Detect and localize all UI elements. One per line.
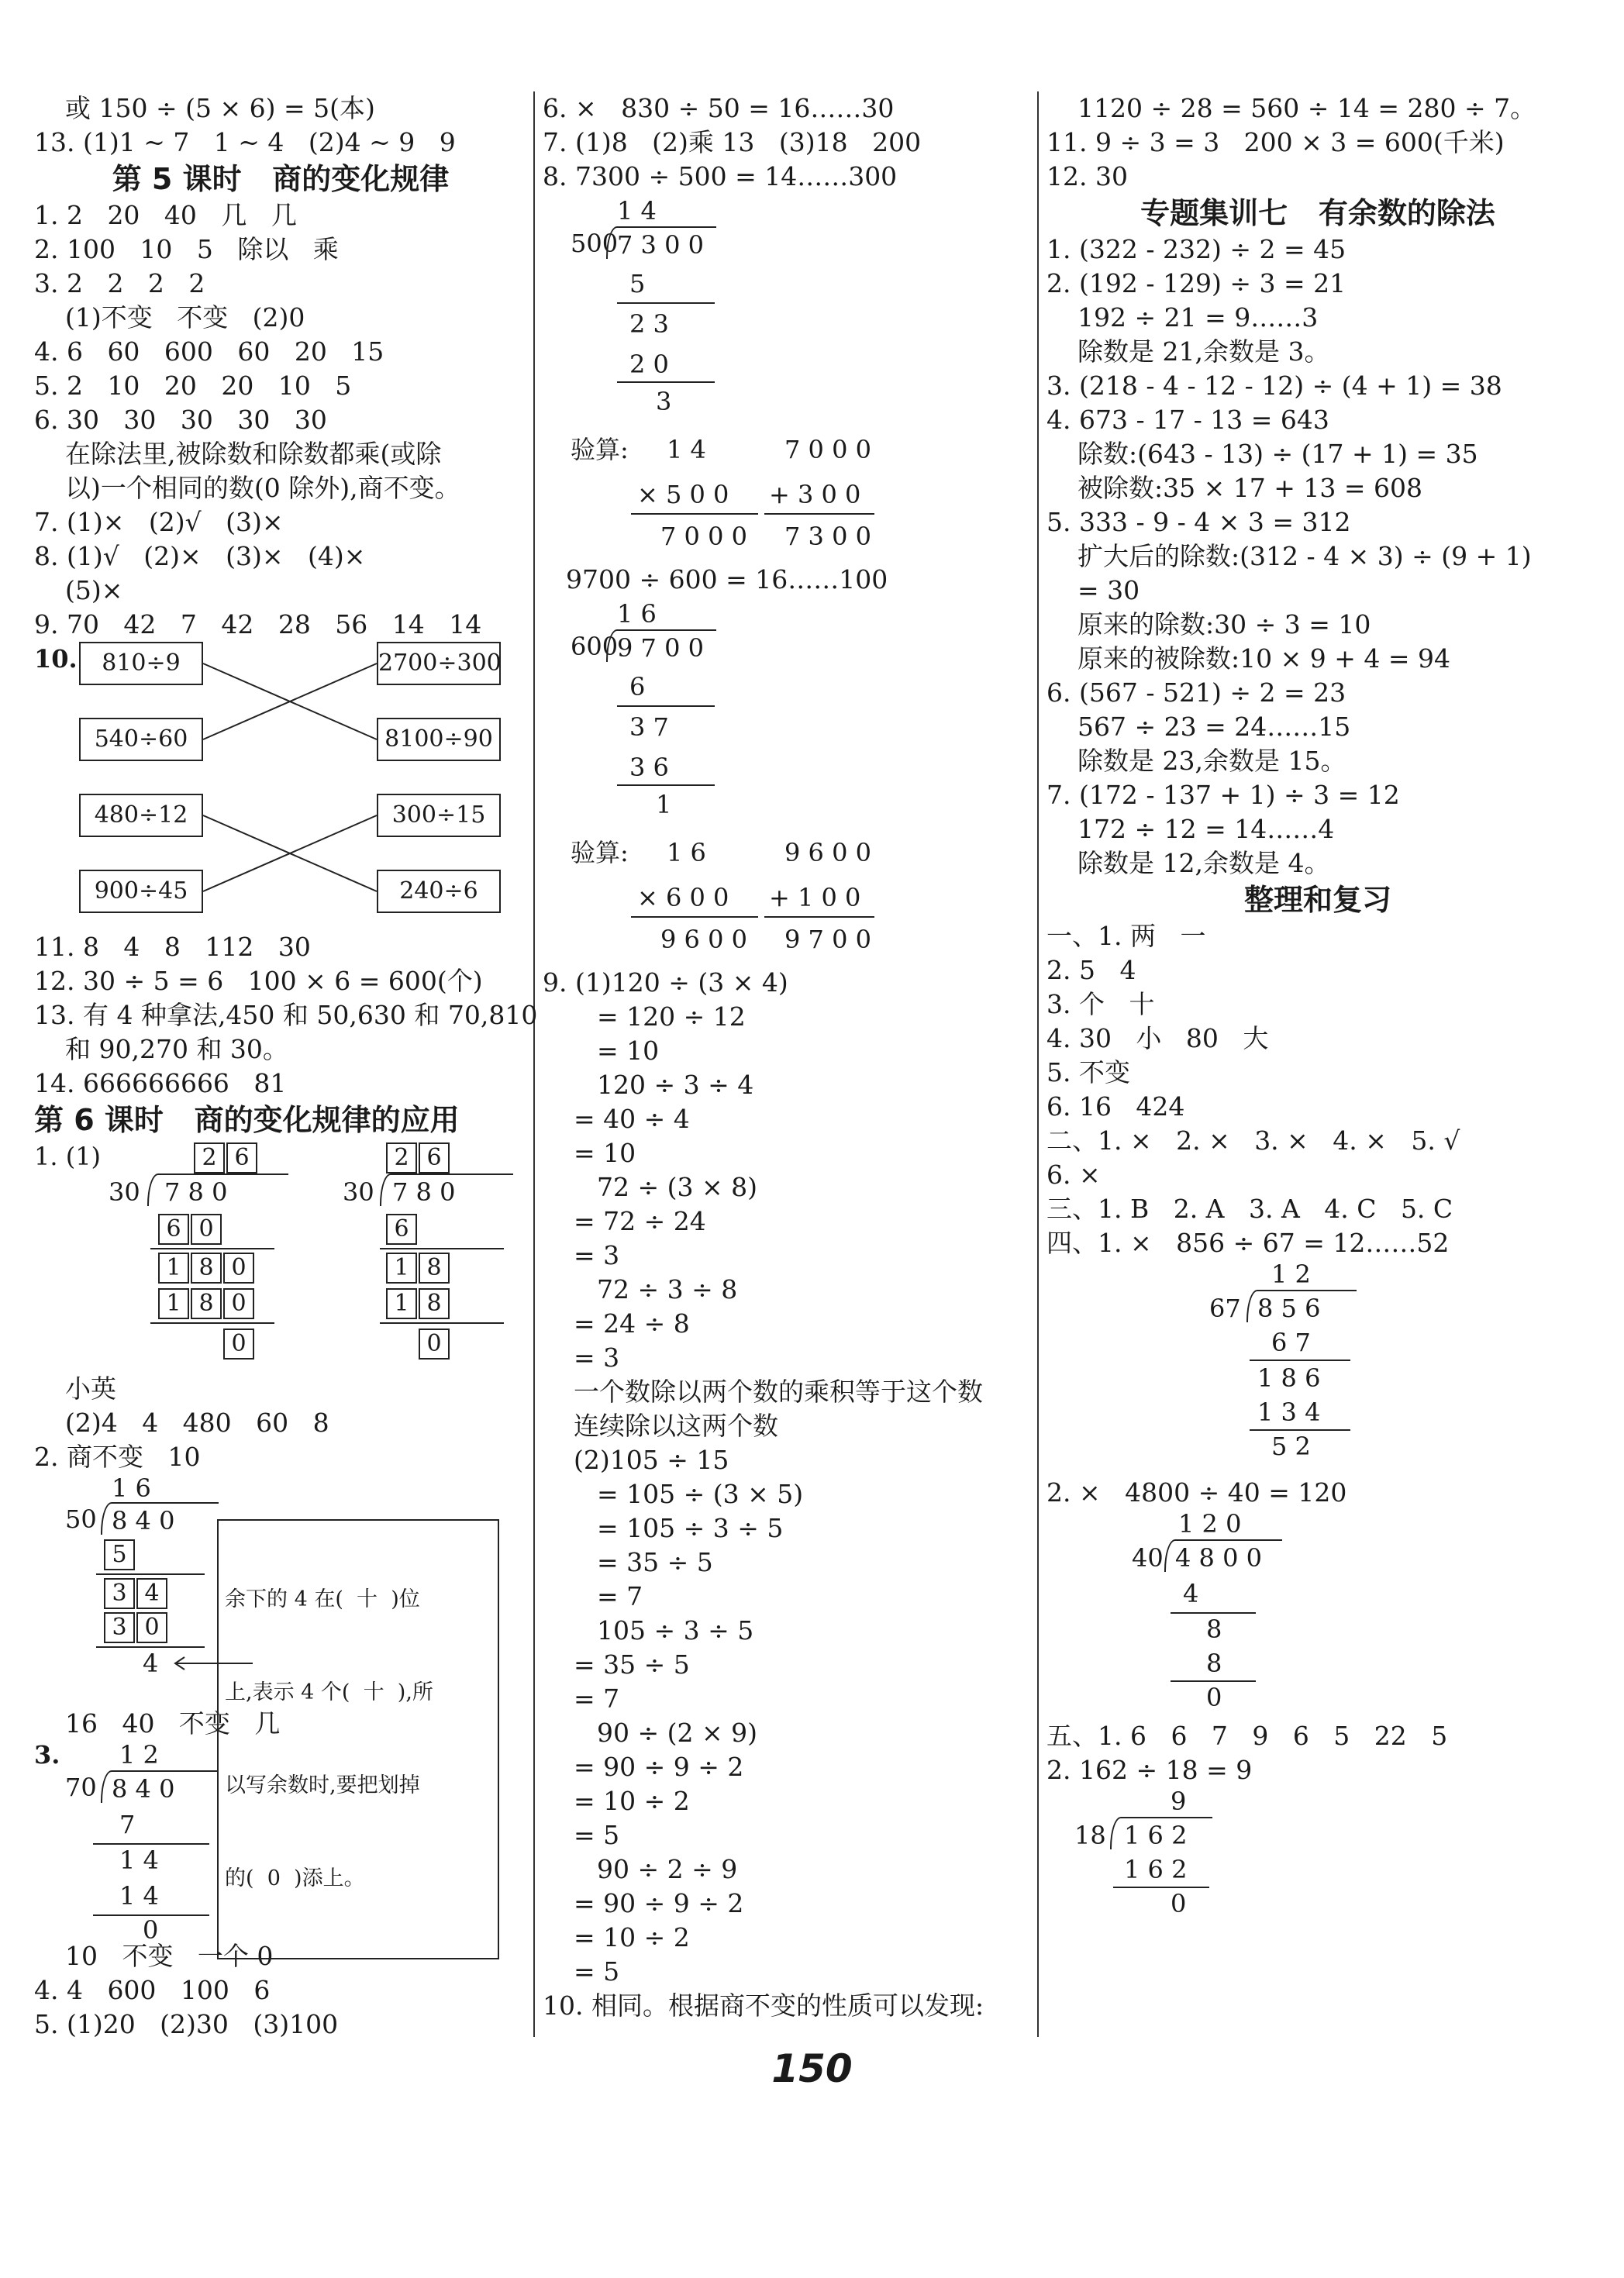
text-line: = 7 [574, 1684, 620, 1714]
text-line: 二、1. × 2. × 3. × 4. × 5. √ [1046, 1125, 1460, 1156]
quotient: 9 [1171, 1787, 1187, 1816]
text-line: 11. 9 ÷ 3 = 3 200 × 3 = 600(千米) [1046, 127, 1505, 157]
check-label: 验算: [571, 435, 629, 464]
check-value: 9 7 0 0 [784, 925, 871, 954]
divisor: 50 [65, 1504, 97, 1534]
divisor: 500 [571, 229, 619, 258]
check-value: 1 6 [667, 838, 706, 867]
partial-product: 3 6 [629, 753, 669, 782]
digit-box: 3 [104, 1578, 135, 1609]
quotient: 1 2 [1271, 1260, 1311, 1289]
text-line: 567 ÷ 23 = 24……15 [1077, 712, 1351, 742]
partial-product: 7 [119, 1810, 136, 1839]
text-line: 10. 相同。根据商不变的性质可以发现: [543, 1990, 984, 2021]
rule [764, 513, 874, 515]
rule [1171, 1680, 1256, 1682]
match-box: 240÷6 [377, 870, 501, 913]
text-line: 2. × 4800 ÷ 40 = 120 [1046, 1477, 1347, 1508]
digit-box: 0 [136, 1612, 167, 1643]
text-line: 6. (567 - 521) ÷ 2 = 23 [1046, 677, 1346, 708]
divisor: 70 [65, 1773, 97, 1802]
question-label: 1. (1) [34, 1142, 102, 1171]
digit-box: 0 [191, 1214, 222, 1245]
check-value: + 3 0 0 [769, 480, 861, 509]
column-3 [1046, 91, 1589, 1927]
partial-product: 1 4 [119, 1881, 159, 1911]
text-line: 7. (1)× (2)√ (3)× [34, 507, 284, 537]
divisor: 30 [343, 1177, 374, 1207]
text-line: 除数是 12,余数是 4。 [1077, 848, 1330, 878]
long-division [543, 597, 1039, 829]
partial-product: 1 6 2 [1124, 1855, 1188, 1884]
text-line: 以)一个相同的数(0 除外),商不变。 [65, 473, 460, 503]
section-heading: 整理和复习 [1243, 883, 1391, 917]
text-line: 8. (1)√ (2)× (3)× (4)× [34, 541, 366, 571]
text-line: 105 ÷ 3 ÷ 5 [597, 1615, 754, 1646]
text-line: 10 不变 一个 0 [65, 1941, 274, 1971]
check-value: 9 6 0 0 [784, 838, 871, 867]
text-line: 除数:(643 - 13) ÷ (17 + 1) = 35 [1077, 439, 1478, 469]
rule [93, 1843, 209, 1845]
digit-box: 8 [419, 1288, 450, 1319]
text-line: = 10 [597, 1036, 660, 1066]
text-line: 7. (1)8 (2)乘 13 (3)18 200 [543, 127, 922, 157]
text-line: 四、1. × 856 ÷ 67 = 12……52 [1046, 1228, 1450, 1258]
rule [617, 381, 715, 383]
divisor: 30 [109, 1177, 140, 1207]
text-line: = 3 [574, 1240, 620, 1270]
text-line: 13. (1)1 ~ 7 1 ~ 4 (2)4 ~ 9 9 [34, 127, 456, 157]
text-line: 一、1. 两 一 [1046, 921, 1206, 951]
text-line: 4. 4 600 100 6 [34, 1975, 271, 2005]
text-line: = 35 ÷ 5 [597, 1547, 713, 1577]
check-value: 7 0 0 0 [784, 435, 871, 464]
match-box: 810÷9 [79, 642, 203, 685]
check-value: 9 6 0 0 [660, 925, 747, 954]
quotient: 1 2 0 [1178, 1509, 1242, 1539]
text-line: = 10 ÷ 2 [574, 1786, 690, 1816]
dividend: 8 4 0 [112, 1774, 175, 1804]
digit-box: 2 [194, 1142, 225, 1173]
long-division [543, 194, 1039, 426]
text-line: 1120 ÷ 28 = 560 ÷ 14 = 280 ÷ 7。 [1077, 93, 1536, 123]
text-line: 5. 333 - 9 - 4 × 3 = 312 [1046, 507, 1351, 537]
rule [631, 916, 758, 918]
text-line: 4. 30 小 80 大 [1046, 1023, 1269, 1053]
text-line: 2. 100 10 5 除以 乘 [34, 234, 339, 264]
long-division [1046, 1509, 1589, 1712]
note-line: 以写余数时,要把划掉 [225, 1773, 420, 1797]
digit-box: 1 [158, 1253, 189, 1284]
partial-product: 5 [629, 269, 646, 298]
text-line: (1)不变 不变 (2)0 [65, 302, 305, 333]
divisor: 18 [1074, 1821, 1106, 1850]
text-line: 扩大后的除数:(312 - 4 × 3) ÷ (9 + 1) [1077, 541, 1532, 571]
divisor: 40 [1132, 1543, 1164, 1573]
text-line: 1. (322 - 232) ÷ 2 = 45 [1046, 234, 1346, 264]
digit-box: 8 [191, 1253, 222, 1284]
text-line: 除数是 21,余数是 3。 [1077, 336, 1330, 367]
digit-box: 0 [223, 1253, 254, 1284]
match-box: 480÷12 [79, 794, 203, 837]
text-line: 4. 673 - 17 - 13 = 643 [1046, 405, 1329, 435]
digit-box: 1 [386, 1288, 417, 1319]
text-line: 三、1. B 2. A 3. A 4. C 5. C [1046, 1194, 1453, 1224]
section-heading: 专题集训七 有余数的除法 [1140, 196, 1495, 230]
text-line: = 72 ÷ 24 [574, 1206, 706, 1236]
dividend: 1 6 2 [1124, 1821, 1188, 1850]
text-line: = 10 ÷ 2 [574, 1922, 690, 1952]
text-line: = 5 [574, 1956, 620, 1987]
text-line: 72 ÷ (3 × 8) [597, 1172, 757, 1202]
partial-product: 4 [1183, 1579, 1199, 1608]
rule [96, 1573, 205, 1575]
note-line: 上,表示 4 个( 十 ),所 [225, 1680, 433, 1704]
text-line: = 105 ÷ (3 × 5) [597, 1479, 804, 1509]
partial-remainder: 1 4 [119, 1845, 159, 1875]
quotient: 1 4 [617, 196, 657, 226]
text-line: 7. (172 - 137 + 1) ÷ 3 = 12 [1046, 780, 1400, 810]
text-line: 2. 商不变 10 [34, 1442, 201, 1472]
text-line: 16 40 不变 几 [65, 1708, 281, 1739]
digit-box: 0 [223, 1288, 254, 1319]
text-line: 2. 5 4 [1046, 955, 1136, 985]
text-line: 3. 2 2 2 2 [34, 268, 205, 298]
text-line: = 90 ÷ 9 ÷ 2 [574, 1888, 744, 1918]
text-line: = 7 [597, 1581, 643, 1611]
dividend: 9 7 0 0 [617, 633, 704, 663]
text-line: = 105 ÷ 3 ÷ 5 [597, 1513, 784, 1543]
partial-remainder: 1 8 6 [1257, 1363, 1321, 1393]
text-line: 连续除以这两个数 [574, 1411, 778, 1441]
rule [1171, 1612, 1256, 1614]
note-line: 余下的 4 在( 十 )位 [225, 1587, 420, 1611]
text-line: 192 ÷ 21 = 9……3 [1077, 302, 1319, 333]
question-label: 3. [34, 1740, 60, 1770]
text-line: 90 ÷ (2 × 9) [597, 1718, 757, 1748]
digit-box: 1 [158, 1288, 189, 1319]
digit-box: 8 [191, 1288, 222, 1319]
column-1 [34, 91, 538, 2042]
partial-product: 1 3 4 [1257, 1397, 1321, 1427]
section-heading: 第 5 课时 商的变化规律 [112, 162, 450, 196]
digit-box: 6 [158, 1214, 189, 1245]
text-line: 120 ÷ 3 ÷ 4 [597, 1070, 754, 1100]
match-lines [34, 642, 527, 930]
text-line: 原来的除数:30 ÷ 3 = 10 [1077, 609, 1371, 639]
remainder: 1 [656, 790, 672, 819]
text-line: = 5 [574, 1820, 620, 1850]
quotient: 1 2 [119, 1740, 159, 1770]
quotient: 1 6 [617, 599, 657, 629]
partial-remainder: 8 [1206, 1615, 1222, 1644]
text-line: 3. 个 十 [1046, 989, 1155, 1019]
text-line: 6. × 830 ÷ 50 = 16……30 [543, 93, 895, 123]
text-line: 2. 162 ÷ 18 = 9 [1046, 1755, 1253, 1785]
digit-box: 3 [104, 1612, 135, 1643]
long-division [34, 1740, 527, 1945]
rule [1113, 1887, 1209, 1888]
long-division [1046, 1260, 1589, 1461]
text-line: = 24 ÷ 8 [574, 1308, 690, 1339]
rule [617, 302, 715, 304]
check-value: × 6 0 0 [637, 883, 729, 912]
digit-box: 2 [386, 1142, 417, 1173]
digit-box: 4 [136, 1578, 167, 1609]
page-number: 150 [771, 2046, 853, 2091]
dividend: 8 4 0 [112, 1506, 175, 1535]
dividend: 7 8 0 [392, 1177, 456, 1207]
rule [631, 513, 758, 515]
rule [380, 1322, 504, 1324]
text-line: 2. (192 - 129) ÷ 3 = 21 [1046, 268, 1346, 298]
rule [764, 916, 874, 918]
text-line: 一个数除以两个数的乘积等于这个数 [574, 1377, 983, 1407]
check-value: 7 3 0 0 [784, 522, 871, 551]
text-line: = 120 ÷ 12 [597, 1001, 746, 1032]
text-line: 和 90,270 和 30。 [65, 1034, 288, 1064]
text-line: 90 ÷ 2 ÷ 9 [597, 1854, 738, 1884]
text-line: (2)105 ÷ 15 [574, 1445, 729, 1475]
text-line: (2)4 4 480 60 8 [65, 1408, 329, 1438]
question-label: 10. [34, 644, 78, 674]
dividend: 7 8 0 [164, 1177, 228, 1207]
long-division [1046, 1787, 1589, 1927]
text-line: 或 150 ÷ (5 × 6) = 5(本) [65, 93, 375, 123]
text-line: 1. 2 20 40 几 几 [34, 200, 297, 230]
text-line: 5. 2 10 20 20 10 5 [34, 370, 352, 401]
text-line: 6. 30 30 30 30 30 [34, 405, 327, 435]
partial-product: 8 [1206, 1649, 1222, 1678]
match-box: 2700÷300 [377, 642, 501, 685]
partial-remainder: 3 7 [629, 712, 669, 742]
digit-box: 6 [226, 1142, 257, 1173]
rule [617, 784, 715, 786]
section-heading: 第 6 课时 商的变化规律的应用 [34, 1103, 460, 1137]
text-line: = 30 [1077, 575, 1140, 605]
long-division-pair [34, 1139, 527, 1372]
rule [1250, 1360, 1350, 1361]
rule [617, 705, 715, 707]
rule [96, 1646, 205, 1648]
rule [150, 1248, 274, 1249]
text-line: 9. 70 42 7 42 28 56 14 14 [34, 609, 482, 639]
text-line: 5. 不变 [1046, 1057, 1130, 1087]
check-value: 7 0 0 0 [660, 522, 747, 551]
text-line: 14. 666666666 81 [34, 1068, 287, 1098]
text-line: 12. 30 [1046, 161, 1128, 191]
text-line: 9. (1)120 ÷ (3 × 4) [543, 967, 788, 998]
divisor: 600 [571, 632, 619, 661]
matching-exercise [34, 642, 527, 930]
text-line: (5)× [65, 575, 123, 605]
remainder: 0 [1171, 1889, 1187, 1918]
check-value: × 5 0 0 [637, 480, 729, 509]
dividend: 8 5 6 [1257, 1294, 1321, 1323]
text-line: 8. 7300 ÷ 500 = 14……300 [543, 161, 898, 191]
text-line: 9700 ÷ 600 = 16……100 [566, 564, 888, 594]
remainder: 4 [143, 1649, 159, 1678]
match-box: 900÷45 [79, 870, 203, 913]
text-line: 13. 有 4 种拿法,450 和 50,630 和 70,810 [34, 1000, 538, 1030]
dividend: 7 3 0 0 [617, 230, 704, 260]
text-line: = 3 [574, 1342, 620, 1373]
text-line: 原来的被除数:10 × 9 + 4 = 94 [1077, 643, 1450, 674]
digit-box: 5 [104, 1539, 135, 1570]
column-2 [543, 91, 1039, 2023]
text-line: = 10 [574, 1138, 636, 1168]
text-line: 在除法里,被除数和除数都乘(或除 [65, 439, 442, 469]
remainder: 0 [1206, 1683, 1222, 1712]
remainder: 5 2 [1271, 1432, 1311, 1461]
verification [543, 829, 1039, 966]
match-box: 540÷60 [79, 718, 203, 761]
match-box: 8100÷90 [377, 718, 501, 761]
digit-box: 6 [419, 1142, 450, 1173]
digit-box: 1 [386, 1253, 417, 1284]
text-line: 五、1. 6 6 7 9 6 5 22 5 [1046, 1721, 1448, 1751]
text-line: 6. 16 424 [1046, 1091, 1185, 1122]
divisor: 67 [1209, 1294, 1241, 1323]
rule [1250, 1429, 1350, 1431]
digit-box: 8 [419, 1253, 450, 1284]
digit-box: 6 [386, 1214, 417, 1245]
text-line: 除数是 23,余数是 15。 [1077, 746, 1346, 776]
remainder: 0 [143, 1915, 159, 1945]
digit-box: 0 [419, 1329, 450, 1360]
text-line: 3. (218 - 4 - 12 - 12) ÷ (4 + 1) = 38 [1046, 370, 1502, 401]
rule [380, 1248, 504, 1249]
partial-remainder: 2 3 [629, 309, 669, 339]
verification [543, 426, 1039, 563]
match-box: 300÷15 [377, 794, 501, 837]
text-line: 72 ÷ 3 ÷ 8 [597, 1274, 738, 1304]
quotient: 1 6 [112, 1473, 151, 1503]
check-value: + 1 0 0 [769, 883, 861, 912]
dividend: 4 8 0 0 [1175, 1543, 1262, 1573]
column-divider-1 [533, 91, 535, 2037]
text-line: 被除数:35 × 17 + 13 = 608 [1077, 473, 1422, 503]
remainder: 3 [656, 387, 672, 416]
text-line: 172 ÷ 12 = 14……4 [1077, 814, 1335, 844]
partial-product: 6 7 [1271, 1328, 1311, 1357]
digit-box: 0 [223, 1329, 254, 1360]
text-line: = 40 ÷ 4 [574, 1104, 690, 1134]
partial-product: 2 0 [629, 350, 669, 379]
note-line: 的( 0 )添上。 [225, 1866, 365, 1890]
partial-product: 6 [629, 672, 646, 701]
text-line: 小英 [65, 1373, 116, 1404]
text-line: 5. (1)20 (2)30 (3)100 [34, 2009, 339, 2039]
text-line: = 90 ÷ 9 ÷ 2 [574, 1752, 744, 1782]
text-line: 4. 6 60 600 60 20 15 [34, 336, 384, 367]
check-value: 1 4 [667, 435, 706, 464]
text-line: 6. × [1046, 1160, 1101, 1190]
text-line: 12. 30 ÷ 5 = 6 100 × 6 = 600(个) [34, 966, 483, 996]
text-line: = 35 ÷ 5 [574, 1649, 690, 1680]
check-label: 验算: [571, 838, 629, 867]
rule [150, 1322, 274, 1324]
text-line: 11. 8 4 8 112 30 [34, 932, 311, 962]
